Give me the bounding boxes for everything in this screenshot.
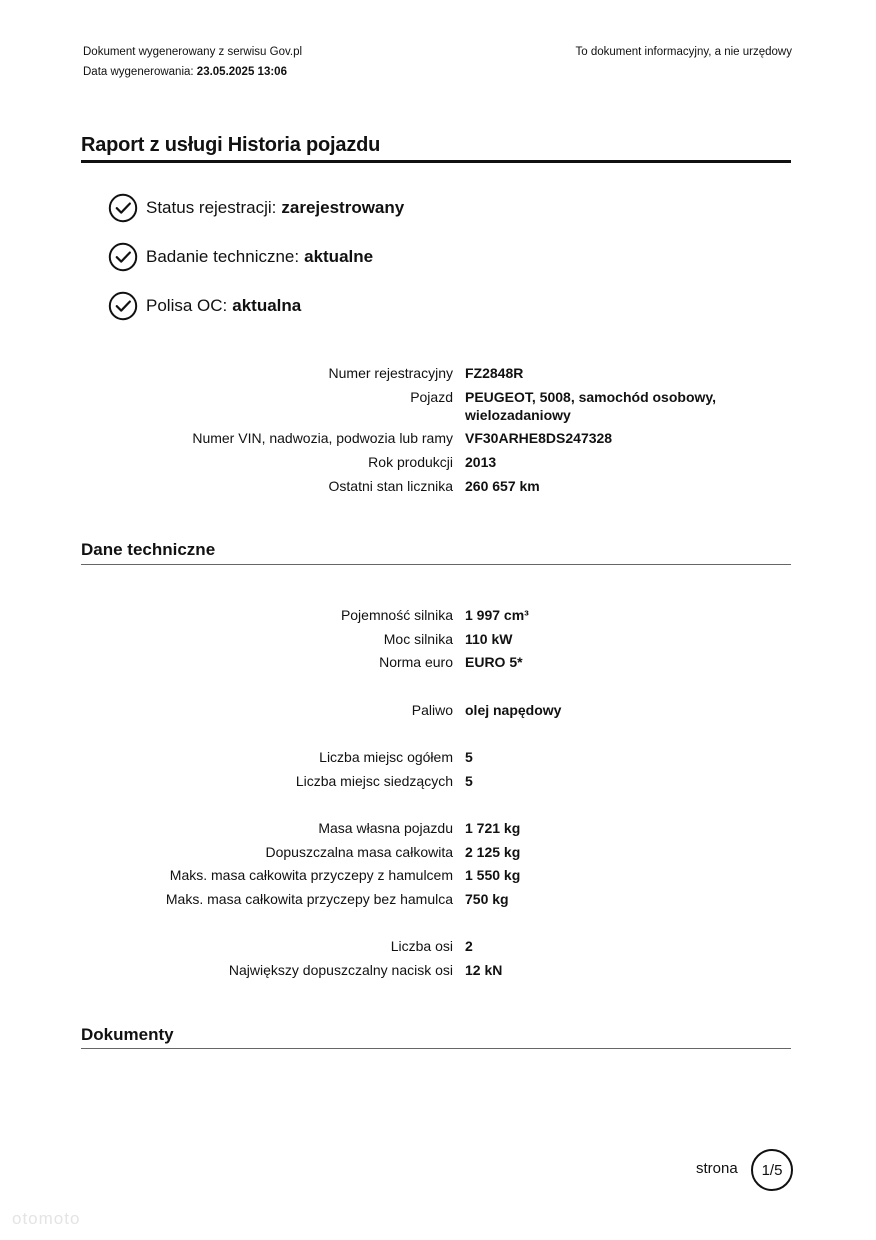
- disclaimer-text: To dokument informacyjny, a nie urzędowy: [575, 46, 792, 58]
- page-title: Raport z usługi Historia pojazdu: [81, 134, 381, 156]
- technical-row-label: Moc silnika: [383, 631, 453, 647]
- status-inspection-value: aktualne: [304, 247, 374, 266]
- technical-row: [0, 747, 876, 767]
- vehicle-row-value: VF30ARHE8DS247328: [465, 430, 613, 446]
- page-number-badge: [751, 1149, 793, 1191]
- technical-row: [0, 889, 876, 909]
- check-circle-icon: [108, 193, 138, 223]
- technical-row-value: EURO 5*: [465, 654, 523, 670]
- check-circle-icon: [108, 291, 138, 321]
- technical-row-value: 5: [465, 749, 473, 765]
- status-inspection-label: Badanie techniczne:: [146, 247, 300, 266]
- technical-row: [0, 605, 876, 625]
- technical-row-label: Liczba osi: [390, 938, 453, 954]
- technical-row-value: 750 kg: [465, 891, 509, 907]
- vehicle-row: [0, 363, 876, 383]
- technical-row-value: 1 997 cm³: [465, 607, 529, 623]
- vehicle-row: [0, 476, 876, 496]
- status-registration: [108, 193, 404, 223]
- technical-row-value: 2: [465, 938, 473, 954]
- technical-row-label: Dopuszczalna masa całkowita: [265, 844, 453, 860]
- check-circle-icon: [108, 242, 138, 272]
- status-registration-label: Status rejestracji:: [146, 198, 277, 217]
- status-registration-value: zarejestrowany: [281, 198, 405, 217]
- status-inspection: [108, 242, 373, 272]
- generation-date-label: Data wygenerowania:: [83, 66, 194, 78]
- vehicle-row-value: PEUGEOT, 5008, samochód osobowy, wielozadaniowy: [465, 389, 717, 423]
- section-divider: [81, 1048, 791, 1049]
- technical-row-label: Pojemność silnika: [340, 607, 453, 623]
- technical-row: [0, 960, 876, 980]
- technical-row: [0, 842, 876, 862]
- technical-row-label: Maks. masa całkowita przyczepy bez hamulca: [165, 891, 453, 907]
- section-divider: [81, 564, 791, 565]
- technical-row: [0, 652, 876, 672]
- status-insurance: [108, 291, 301, 321]
- vehicle-row-label: Numer rejestracyjny: [328, 365, 453, 381]
- technical-row-value: 12 kN: [465, 962, 503, 978]
- vehicle-row-label: Pojazd: [410, 389, 453, 405]
- status-insurance-value: aktualna: [232, 296, 302, 315]
- technical-row-label: Norma euro: [379, 654, 453, 670]
- title-divider: [81, 160, 791, 163]
- technical-row: [0, 818, 876, 838]
- technical-row-label: Liczba miejsc siedzących: [295, 773, 453, 789]
- technical-row-label: Maks. masa całkowita przyczepy z hamulcem: [169, 867, 453, 883]
- vehicle-row: [0, 428, 876, 448]
- vehicle-row-value: FZ2848R: [465, 365, 524, 381]
- section-title-documents: Dokumenty: [81, 1025, 174, 1044]
- technical-row-label: Paliwo: [411, 702, 453, 718]
- technical-row-label: Największy dopuszczalny nacisk osi: [228, 962, 453, 978]
- technical-row-value: 2 125 kg: [465, 844, 521, 860]
- watermark-logo: otomoto: [12, 1209, 81, 1228]
- technical-row: [0, 700, 876, 720]
- technical-row-value: 1 550 kg: [465, 867, 521, 883]
- technical-row-value: 5: [465, 773, 473, 789]
- vehicle-row-label: Numer VIN, nadwozia, podwozia lub ramy: [192, 430, 453, 446]
- technical-row: [0, 629, 876, 649]
- technical-row: [0, 936, 876, 956]
- technical-row-value: 1 721 kg: [465, 820, 521, 836]
- technical-row-value: olej napędowy: [465, 702, 562, 718]
- vehicle-row-label: Rok produkcji: [368, 454, 453, 470]
- generation-date: [83, 65, 287, 79]
- vehicle-row: [0, 452, 876, 472]
- technical-row-label: Masa własna pojazdu: [318, 820, 453, 836]
- page-number: 1/5: [761, 1161, 783, 1179]
- vehicle-row-value: 2013: [465, 454, 497, 470]
- vehicle-row: [0, 387, 876, 423]
- vehicle-row-value: 260 657 km: [465, 478, 540, 494]
- vehicle-row-label: Ostatni stan licznika: [328, 478, 453, 494]
- technical-row-value: 110 kW: [465, 631, 513, 647]
- page-label: strona: [696, 1160, 738, 1177]
- technical-row: [0, 865, 876, 885]
- section-title-technical: Dane techniczne: [81, 540, 216, 559]
- status-insurance-label: Polisa OC:: [146, 296, 228, 315]
- generated-from-text: Dokument wygenerowany z serwisu Gov.pl: [83, 46, 303, 58]
- generation-date-value: 23.05.2025 13:06: [196, 66, 287, 78]
- technical-row-label: Liczba miejsc ogółem: [319, 749, 453, 765]
- technical-row: [0, 771, 876, 791]
